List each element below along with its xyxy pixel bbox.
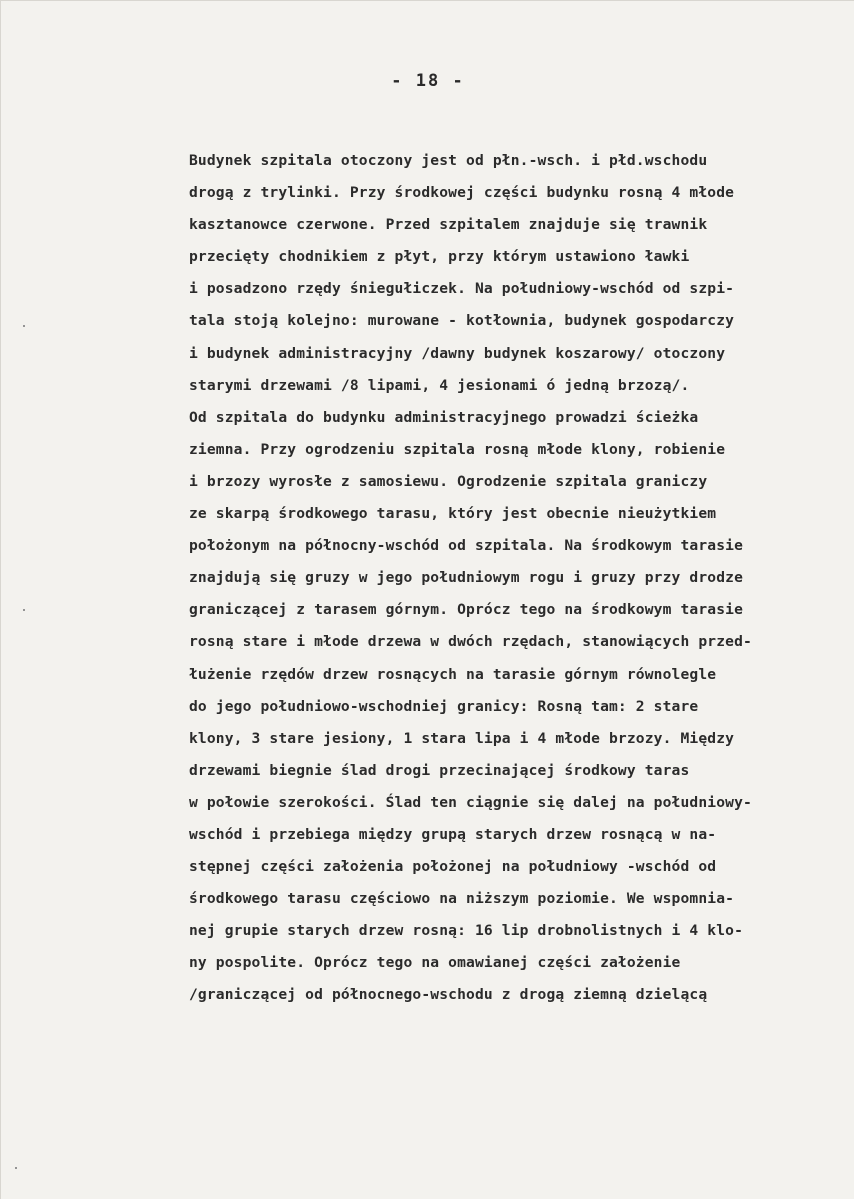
text-line: tala stoją kolejno: murowane - kotłownia, budynek gospodarczy: [189, 312, 735, 330]
body-text: [189, 145, 829, 1012]
text-line: drzewami biegnie ślad drogi przecinającej środkowy taras: [189, 761, 690, 779]
text-line: przecięty chodnikiem z płyt, przy którym ustawiono ławki: [189, 248, 690, 266]
text-line: w połowie szerokości. Ślad ten ciągnie się dalej na południowy-: [189, 793, 752, 811]
text-line: i budynek administracyjny /dawny budynek koszarowy/ otoczony: [189, 344, 726, 362]
text-line: starymi drzewami /8 lipami, 4 jesionami ó jedną brzozą/.: [189, 376, 690, 394]
text-line: ze skarpą środkowego tarasu, który jest obecnie nieużytkiem: [189, 505, 717, 523]
text-line: wschód i przebiega między grupą starych drzew rosnącą w na-: [189, 825, 717, 843]
text-line: nej grupie starych drzew rosną: 16 lip drobnolistnych i 4 klo-: [189, 922, 744, 940]
text-line: ny pospolite. Oprócz tego na omawianej części założenie: [189, 954, 681, 972]
text-line: klony, 3 stare jesiony, 1 stara lipa i 4 młode brzozy. Między: [189, 729, 735, 747]
text-line: Budynek szpitala otoczony jest od płn.-wsch. i płd.wschodu: [189, 152, 708, 169]
text-line: /graniczącej od północnego-wschodu z drogą ziemną dzielącą: [189, 986, 708, 1004]
text-line: kasztanowce czerwone. Przed szpitalem znajduje się trawnik: [189, 216, 708, 234]
scan-speck: [23, 325, 25, 327]
text-line: do jego południowo-wschodniej granicy: Rosną tam: 2 stare: [189, 697, 699, 715]
text-line: położonym na północny-wschód od szpitala. Na środkowym tarasie: [189, 537, 744, 555]
text-line: drogą z trylinki. Przy środkowej części budynku rosną 4 młode: [189, 184, 735, 202]
scan-speck: [15, 1167, 17, 1169]
text-line: graniczącej z tarasem górnym. Oprócz tego na środkowym tarasie: [189, 601, 744, 619]
text-line: rosną stare i młode drzewa w dwóch rzędach, stanowiących przed-: [189, 633, 752, 651]
text-line: środkowego tarasu częściowo na niższym poziomie. We wspomnia-: [189, 890, 735, 908]
text-line: i brzozy wyrosłe z samosiewu. Ogrodzenie szpitala graniczy: [189, 472, 708, 490]
text-line: Od szpitala do budynku administracyjnego prowadzi ścieżka: [189, 408, 699, 426]
text-line: znajdują się gruzy w jego południowym rogu i gruzy przy drodze: [189, 569, 744, 587]
text-line: łużenie rzędów drzew rosnących na tarasie górnym równolegle: [189, 665, 717, 683]
text-line: ziemna. Przy ogrodzeniu szpitala rosną młode klony, robienie: [189, 440, 726, 458]
text-line: i posadzono rzędy śniegułiczek. Na południowy-wschód od szpi-: [189, 280, 735, 298]
scan-speck: [23, 609, 25, 611]
text-line: stępnej części założenia położonej na południowy -wschód od: [189, 858, 717, 876]
page-number: - 18 -: [391, 71, 465, 91]
